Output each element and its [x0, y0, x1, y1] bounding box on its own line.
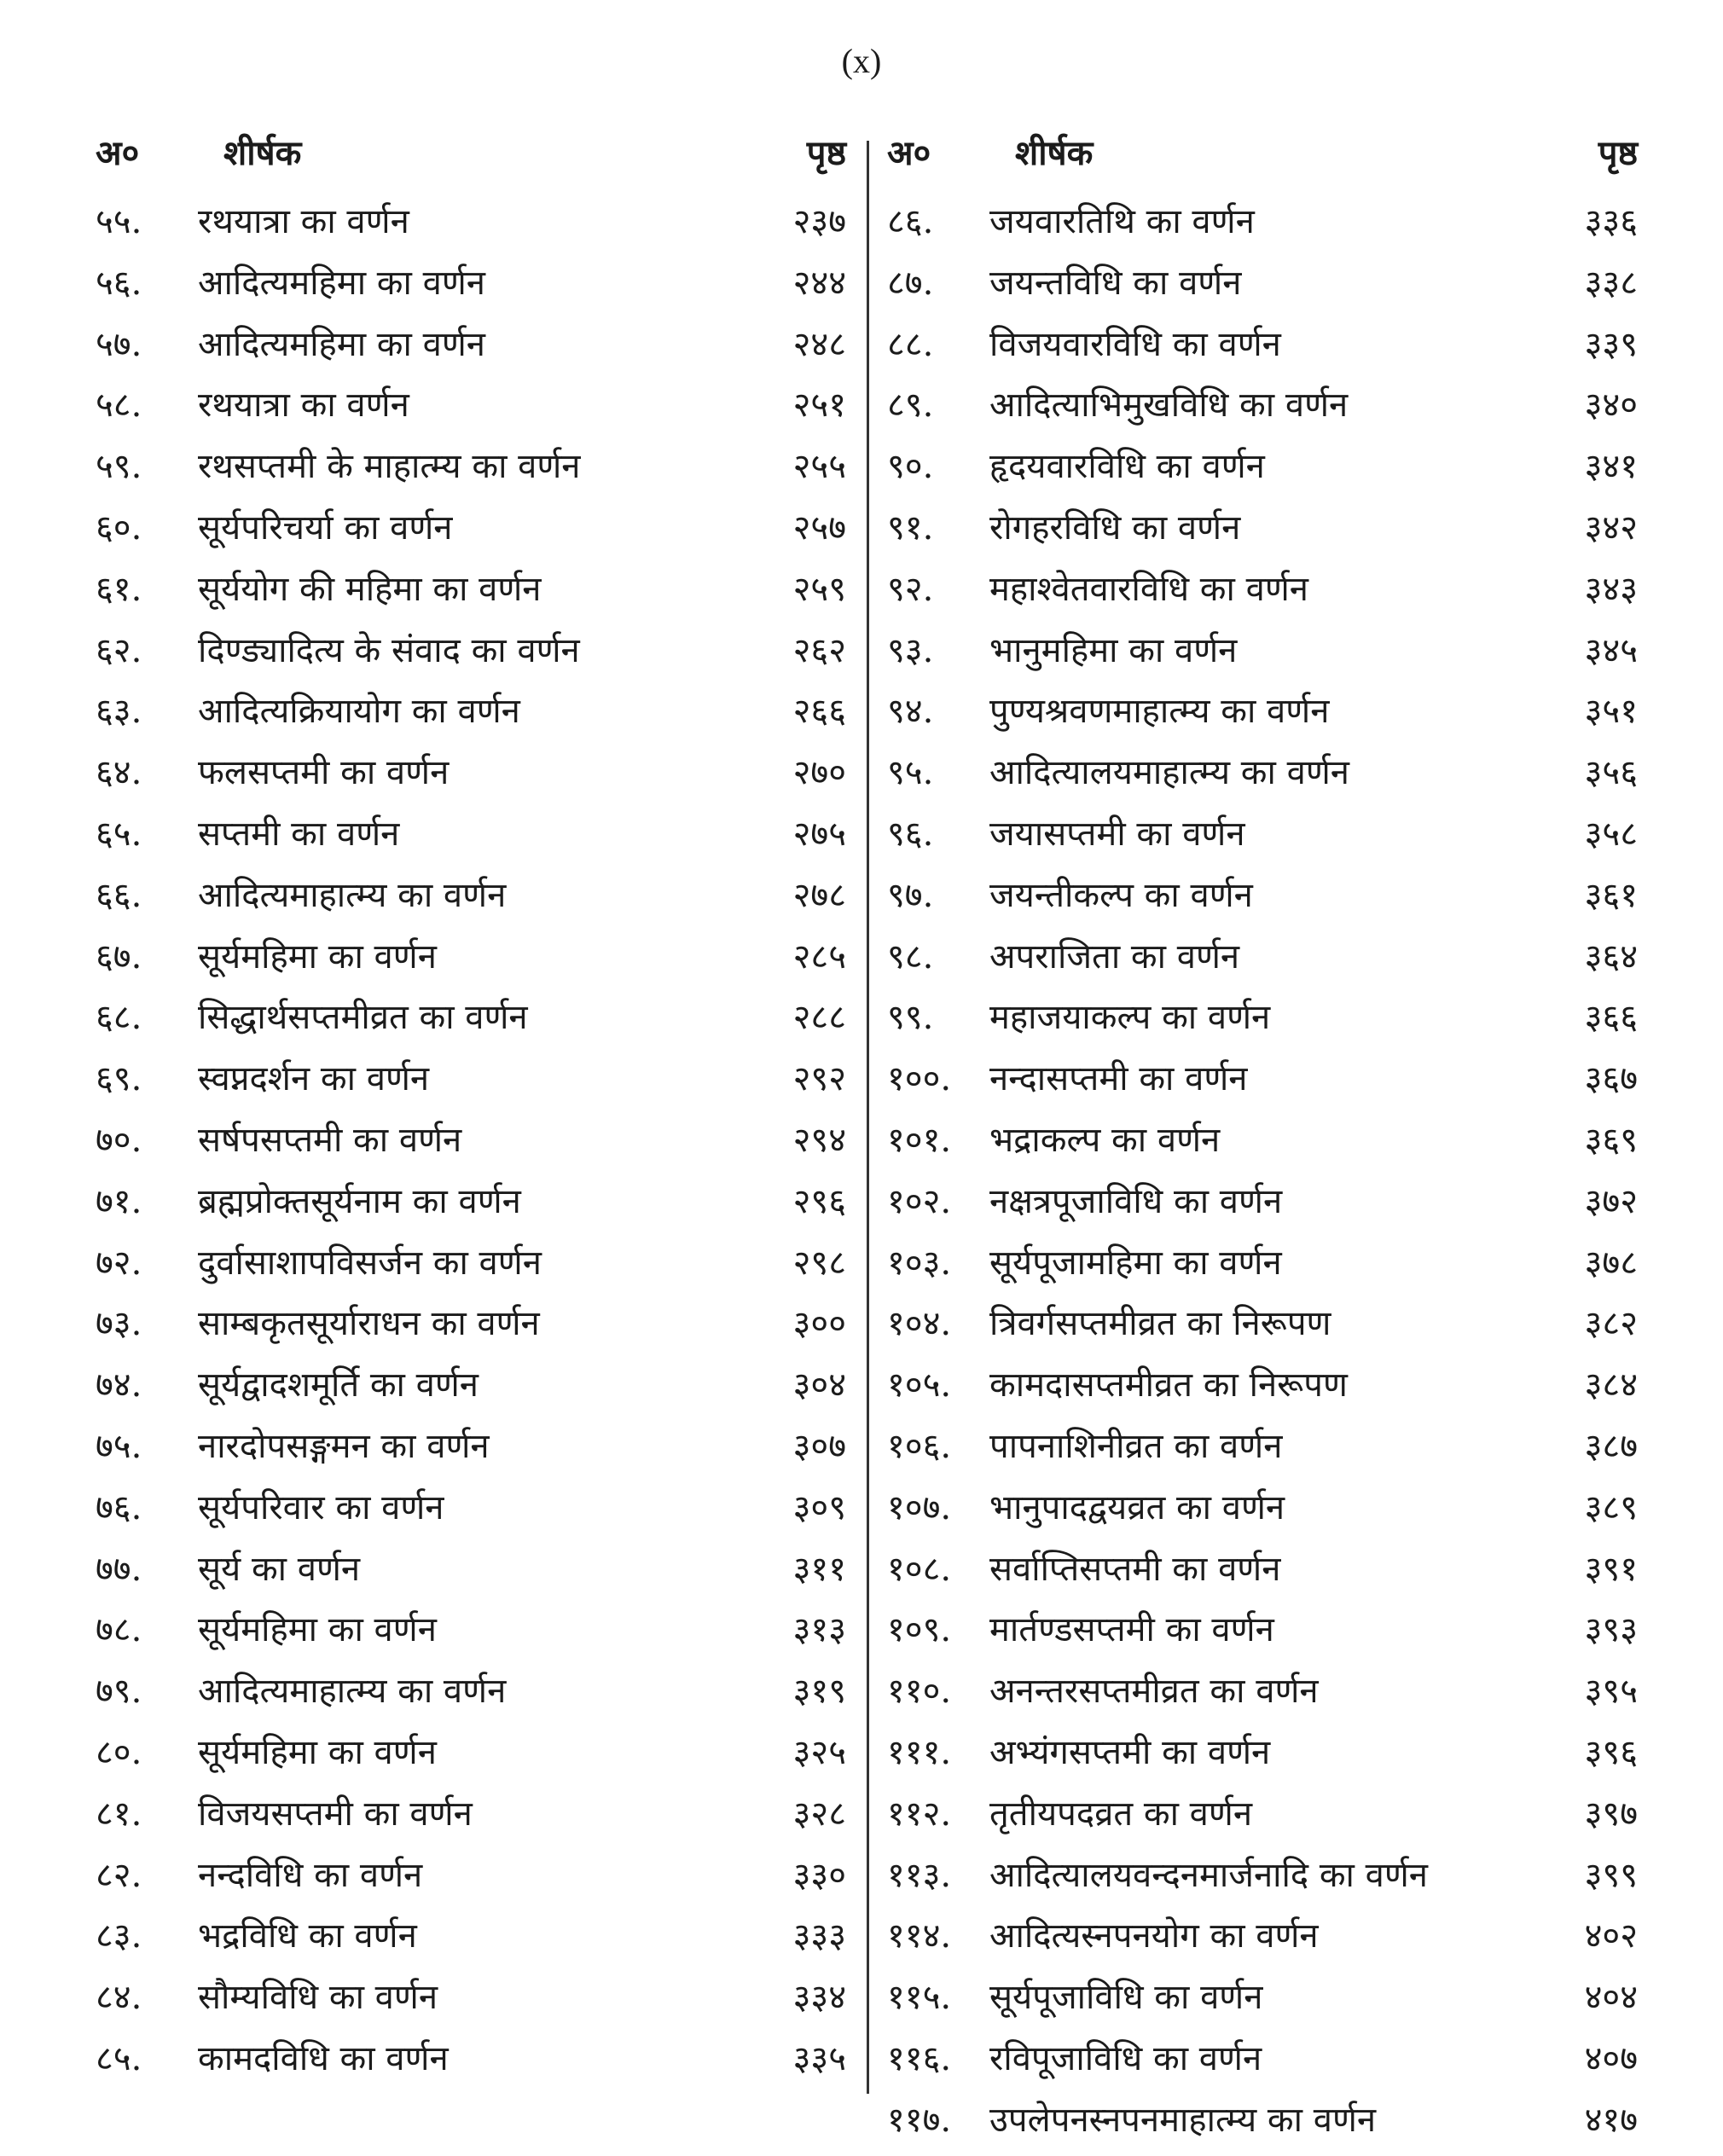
chapter-title: भद्राकल्प का वर्णन: [989, 1120, 1221, 1160]
toc-entry: [887, 686, 1638, 747]
toc-entry: [887, 502, 1638, 564]
header-chapter: अ०: [887, 133, 931, 173]
chapter-number: ९४.: [887, 692, 934, 732]
chapter-title: भानुमहिमा का वर्णन: [989, 630, 1238, 670]
chapter-number: ६३.: [96, 692, 142, 732]
page-number: २९२: [792, 1059, 846, 1099]
chapter-number: ७०.: [96, 1120, 142, 1160]
chapter-number: ७२.: [96, 1243, 142, 1283]
page-number: ३९९: [1584, 1855, 1638, 1895]
chapter-number: ९५.: [887, 753, 934, 793]
page-number: २७०: [792, 753, 846, 793]
chapter-number: ८१.: [96, 1794, 142, 1834]
chapter-number: ११०.: [887, 1672, 952, 1712]
chapter-title: आदित्यमहिमा का वर्णन: [198, 324, 485, 364]
column-header-right: [887, 128, 1638, 196]
chapter-number: ७८.: [96, 1610, 142, 1650]
toc-entry: [96, 808, 846, 870]
chapter-title: जयन्तीकल्प का वर्णन: [989, 875, 1253, 915]
page-number: ३४१: [1584, 447, 1638, 487]
page-number: ३०७: [792, 1426, 846, 1466]
chapter-title: दुर्वासाशापविसर्जन का वर्णन: [198, 1243, 542, 1283]
toc-entry: [96, 1972, 846, 2033]
chapter-number: ८३.: [96, 1916, 142, 1956]
chapter-number: ७७.: [96, 1549, 142, 1589]
page-number: ३३५: [792, 2038, 846, 2078]
page-folio: (x): [841, 42, 882, 80]
chapter-number: ११५.: [887, 1978, 952, 2018]
page-number: ३८४: [1584, 1365, 1638, 1405]
chapter-title: महाश्वेतवारविधि का वर्णन: [989, 569, 1308, 609]
chapter-number: ८४.: [96, 1978, 142, 2018]
chapter-title: रोगहरविधि का वर्णन: [989, 507, 1241, 548]
toc-column-left: [96, 128, 846, 2095]
chapter-title: भद्रविधि का वर्णन: [198, 1916, 417, 1956]
chapter-title: स्वप्नदर्शन का वर्णन: [198, 1059, 430, 1099]
toc-entry: [96, 1850, 846, 1911]
toc-entry: [887, 1359, 1638, 1421]
chapter-number: ६६.: [96, 875, 142, 915]
toc-entry: [887, 808, 1638, 870]
chapter-title: पुण्यश्रवणमाहात्म्य का वर्णन: [989, 692, 1330, 732]
page-number: ३८७: [1584, 1426, 1638, 1466]
chapter-title: रविपूजाविधि का वर्णन: [989, 2038, 1262, 2078]
chapter-title: आदित्याभिमुखविधि का वर्णन: [989, 385, 1349, 426]
page-number: ३९७: [1584, 1794, 1638, 1834]
page-number: ३४२: [1584, 507, 1638, 548]
chapter-title: सूर्यमहिमा का वर्णन: [198, 1610, 437, 1650]
toc-entry: [887, 1972, 1638, 2033]
page-number: ३११: [792, 1549, 846, 1589]
chapter-number: १०२.: [887, 1181, 952, 1221]
page-number: ३५१: [1584, 692, 1638, 732]
chapter-title: महाजयाकल्प का वर्णन: [989, 998, 1271, 1038]
toc-entry: [887, 747, 1638, 808]
toc-entry: [887, 625, 1638, 687]
chapter-title: दिण्ड्यादित्य के संवाद का वर्णन: [198, 630, 580, 670]
toc-entry: [887, 1666, 1638, 1727]
toc-entry: [96, 992, 846, 1053]
page-number: ३९३: [1584, 1610, 1638, 1650]
toc-entry: [887, 1482, 1638, 1544]
toc-entry: [887, 2033, 1638, 2095]
toc-entry: [887, 1604, 1638, 1666]
toc-entry: [887, 1053, 1638, 1115]
page-number: ३४५: [1584, 630, 1638, 670]
chapter-number: ९३.: [887, 630, 934, 670]
page-number: ३९६: [1584, 1732, 1638, 1772]
toc-entry: [96, 1727, 846, 1788]
toc-entry: [887, 319, 1638, 380]
page-number: ४०७: [1584, 2038, 1638, 2078]
chapter-number: ५८.: [96, 385, 142, 426]
chapter-title: जयासप्तमी का वर्णन: [989, 814, 1245, 854]
chapter-title: सर्वाप्तिसप्तमी का वर्णन: [989, 1549, 1281, 1589]
page-number: ३४०: [1584, 385, 1638, 426]
chapter-number: ७५.: [96, 1426, 142, 1466]
chapter-title: विजयवारविधि का वर्णन: [989, 324, 1281, 364]
header-title: शीर्षक: [223, 133, 302, 173]
chapter-number: ११७.: [887, 2100, 952, 2140]
chapter-title: साम्बकृतसूर्याराधन का वर्णन: [198, 1304, 540, 1344]
chapter-number: ८९.: [887, 385, 934, 426]
toc-entry: [887, 380, 1638, 441]
page-number: ३८२: [1584, 1304, 1638, 1344]
page-number: ४०४: [1584, 1978, 1638, 2018]
page-number: ३६४: [1584, 936, 1638, 977]
chapter-number: ८०.: [96, 1732, 142, 1772]
page-number: ३९१: [1584, 1549, 1638, 1589]
chapter-title: आदित्यक्रियायोग का वर्णन: [198, 692, 520, 732]
toc-list-left: [96, 196, 846, 2095]
toc-entry: [887, 931, 1638, 993]
page-number: ३१३: [792, 1610, 846, 1650]
page-number: ३३८: [1584, 263, 1638, 303]
toc-entry: [887, 2095, 1638, 2156]
toc-entry: [887, 1788, 1638, 1850]
page-number: ३३०: [792, 1855, 846, 1895]
page-number: ४१७: [1584, 2100, 1638, 2140]
page-number: ३२८: [792, 1794, 846, 1834]
page-number: २५५: [792, 447, 846, 487]
chapter-number: १०८.: [887, 1549, 952, 1589]
chapter-number: ६२.: [96, 630, 142, 670]
page-number: ३३३: [792, 1916, 846, 1956]
chapter-number: ६१.: [96, 569, 142, 609]
toc-entry: [96, 1298, 846, 1359]
chapter-title: सूर्यपूजाविधि का वर्णन: [989, 1978, 1263, 2018]
toc-entry: [96, 1666, 846, 1727]
page-number: ३२५: [792, 1732, 846, 1772]
chapter-title: सूर्यमहिमा का वर्णन: [198, 1732, 437, 1772]
chapter-number: ६५.: [96, 814, 142, 854]
toc-entry: [887, 1237, 1638, 1299]
toc-list-right: [887, 196, 1638, 2156]
chapter-title: विजयसप्तमी का वर्णन: [198, 1794, 473, 1834]
chapter-number: ६४.: [96, 753, 142, 793]
page-number: ३६७: [1584, 1059, 1638, 1099]
page-number: ४०२: [1584, 1916, 1638, 1956]
page-number: २९८: [792, 1243, 846, 1283]
chapter-number: १०६.: [887, 1426, 952, 1466]
page-number: ३५६: [1584, 753, 1638, 793]
page-number: २५९: [792, 569, 846, 609]
chapter-title: हृदयवारविधि का वर्णन: [989, 447, 1265, 487]
chapter-title: सूर्यपरिचर्या का वर्णन: [198, 507, 453, 548]
chapter-title: नक्षत्रपूजाविधि का वर्णन: [989, 1181, 1283, 1221]
chapter-title: रथयात्रा का वर्णन: [198, 385, 409, 426]
page-number: २७८: [792, 875, 846, 915]
chapter-title: सर्षपसप्तमी का वर्णन: [198, 1120, 462, 1160]
toc-entry: [96, 2033, 846, 2095]
toc-entry: [96, 1176, 846, 1237]
page-number: २९६: [792, 1181, 846, 1221]
chapter-number: १०७.: [887, 1487, 952, 1527]
toc-entry: [96, 747, 846, 808]
chapter-number: ७१.: [96, 1181, 142, 1221]
page-number: २९४: [792, 1120, 846, 1160]
toc-entry: [96, 196, 846, 258]
chapter-number: ११३.: [887, 1855, 952, 1895]
chapter-title: कामदासप्तमीव्रत का निरूपण: [989, 1365, 1348, 1405]
page-number: ३६१: [1584, 875, 1638, 915]
chapter-title: सौम्यविधि का वर्णन: [198, 1978, 438, 2018]
toc-entry: [887, 1544, 1638, 1605]
header-page: पृष्ठ: [806, 133, 846, 173]
toc-entry: [887, 441, 1638, 502]
page-number: ३३४: [792, 1978, 846, 2018]
chapter-title: सूर्य का वर्णन: [198, 1549, 361, 1589]
toc-entry: [96, 1788, 846, 1850]
chapter-number: ११४.: [887, 1916, 952, 1956]
toc-entry: [887, 1298, 1638, 1359]
toc-entry: [96, 258, 846, 319]
chapter-title: आदित्यालयवन्दनमार्जनादि का वर्णन: [989, 1855, 1428, 1895]
toc-entry: [887, 1910, 1638, 1972]
page-number: ३७२: [1584, 1181, 1638, 1221]
toc-entry: [96, 1359, 846, 1421]
toc-entry: [96, 319, 846, 380]
toc-column-right: [887, 128, 1638, 2156]
chapter-title: तृतीयपदव्रत का वर्णन: [989, 1794, 1253, 1834]
page-number: २५७: [792, 507, 846, 548]
chapter-title: जयन्तविधि का वर्णन: [989, 263, 1242, 303]
page-number: ३४३: [1584, 569, 1638, 609]
chapter-number: १०४.: [887, 1304, 952, 1344]
chapter-number: ८५.: [96, 2038, 142, 2078]
chapter-number: ५९.: [96, 447, 142, 487]
chapter-number: ५५.: [96, 202, 142, 241]
toc-entry: [887, 564, 1638, 625]
chapter-number: ५७.: [96, 324, 142, 364]
chapter-number: ६९.: [96, 1059, 142, 1099]
toc-entry: [96, 1237, 846, 1299]
toc-entry: [887, 870, 1638, 931]
chapter-title: रथसप्तमी के माहात्म्य का वर्णन: [198, 447, 581, 487]
chapter-title: ब्रह्मप्रोक्तसूर्यनाम का वर्णन: [198, 1181, 521, 1221]
chapter-title: सप्तमी का वर्णन: [198, 814, 400, 854]
chapter-number: ७४.: [96, 1365, 142, 1405]
toc-entry: [96, 380, 846, 441]
page-number: ३५८: [1584, 814, 1638, 854]
chapter-number: ९८.: [887, 936, 934, 977]
page-number: ३६६: [1584, 998, 1638, 1038]
chapter-title: फलसप्तमी का वर्णन: [198, 753, 450, 793]
chapter-number: ९७.: [887, 875, 934, 915]
chapter-number: ११२.: [887, 1794, 952, 1834]
toc-entry: [96, 1482, 846, 1544]
page-number: ३८९: [1584, 1487, 1638, 1527]
chapter-title: नन्दविधि का वर्णन: [198, 1855, 423, 1895]
chapter-title: आदित्यस्नपनयोग का वर्णन: [989, 1916, 1319, 1956]
toc-entry: [96, 441, 846, 502]
chapter-title: भानुपादद्वयव्रत का वर्णन: [989, 1487, 1285, 1527]
chapter-number: ६७.: [96, 936, 142, 977]
chapter-number: ७६.: [96, 1487, 142, 1527]
page-number: ३०४: [792, 1365, 846, 1405]
chapter-title: कामदविधि का वर्णन: [198, 2038, 449, 2078]
page-number: ३९५: [1584, 1672, 1638, 1712]
chapter-number: ९१.: [887, 507, 934, 548]
toc-entry: [887, 992, 1638, 1053]
chapter-number: ९६.: [887, 814, 934, 854]
header-chapter: अ०: [96, 133, 140, 173]
header-page: पृष्ठ: [1598, 133, 1638, 173]
toc-entry: [96, 1910, 846, 1972]
chapter-title: सूर्यपरिवार का वर्णन: [198, 1487, 444, 1527]
chapter-number: ८६.: [887, 202, 934, 241]
chapter-number: १०९.: [887, 1610, 952, 1650]
toc-entry: [887, 1115, 1638, 1176]
chapter-title: सूर्यमहिमा का वर्णन: [198, 936, 437, 977]
chapter-title: आदित्यमाहात्म्य का वर्णन: [198, 1672, 507, 1712]
chapter-title: अभ्यंगसप्तमी का वर्णन: [989, 1732, 1271, 1772]
toc-entry: [96, 564, 846, 625]
page-number: २४८: [792, 324, 846, 364]
toc-entry: [887, 1850, 1638, 1911]
chapter-title: आदित्यालयमाहात्म्य का वर्णन: [989, 753, 1349, 793]
chapter-title: नन्दासप्तमी का वर्णन: [989, 1059, 1248, 1099]
chapter-title: रथयात्रा का वर्णन: [198, 202, 409, 241]
toc-entry: [96, 1115, 846, 1176]
page-number: ३३९: [1584, 324, 1638, 364]
chapter-number: ६८.: [96, 998, 142, 1038]
page-number: २८५: [792, 936, 846, 977]
page-number: ३००: [792, 1304, 846, 1344]
page-number: २४४: [792, 263, 846, 303]
chapter-number: ९९.: [887, 998, 934, 1038]
toc-entry: [887, 1421, 1638, 1482]
page-number: २८८: [792, 998, 846, 1038]
page-number: २६२: [792, 630, 846, 670]
chapter-title: पापनाशिनीव्रत का वर्णन: [989, 1426, 1283, 1466]
page-number: २३७: [792, 202, 846, 241]
chapter-number: १११.: [887, 1732, 952, 1772]
page-number: ३३६: [1584, 202, 1638, 241]
chapter-title: नारदोपसङ्गमन का वर्णन: [198, 1426, 490, 1466]
chapter-number: १०१.: [887, 1120, 952, 1160]
toc-entry: [96, 931, 846, 993]
chapter-title: सूर्यपूजामहिमा का वर्णन: [989, 1243, 1282, 1283]
column-divider: [867, 141, 869, 2094]
toc-entry: [96, 870, 846, 931]
chapter-title: त्रिवर्गसप्तमीव्रत का निरूपण: [989, 1304, 1331, 1344]
chapter-title: उपलेपनस्नपनमाहात्म्य का वर्णन: [989, 2100, 1377, 2140]
chapter-number: १००.: [887, 1059, 952, 1099]
chapter-title: सिद्धार्थसप्तमीव्रत का वर्णन: [198, 998, 528, 1038]
page-number: ३६९: [1584, 1120, 1638, 1160]
toc-entry: [96, 1053, 846, 1115]
toc-entry: [96, 1604, 846, 1666]
header-title: शीर्षक: [1015, 133, 1094, 173]
page-number: ३७८: [1584, 1243, 1638, 1283]
toc-entry: [887, 1727, 1638, 1788]
chapter-title: अनन्तरसप्तमीव्रत का वर्णन: [989, 1672, 1319, 1712]
chapter-number: ९०.: [887, 447, 934, 487]
toc-entry: [96, 686, 846, 747]
chapter-title: सूर्ययोग की महिमा का वर्णन: [198, 569, 542, 609]
toc-entry: [96, 1544, 846, 1605]
toc-entry: [887, 258, 1638, 319]
toc-entry: [887, 196, 1638, 258]
chapter-number: ७३.: [96, 1304, 142, 1344]
chapter-title: मार्तण्डसप्तमी का वर्णन: [989, 1610, 1274, 1650]
page-number: २७५: [792, 814, 846, 854]
chapter-number: १०५.: [887, 1365, 952, 1405]
chapter-number: ९२.: [887, 569, 934, 609]
page-number: ३१९: [792, 1672, 846, 1712]
chapter-number: ८८.: [887, 324, 934, 364]
chapter-number: ८७.: [887, 263, 934, 303]
column-header-left: [96, 128, 846, 196]
chapter-title: आदित्यमहिमा का वर्णन: [198, 263, 485, 303]
toc-entry: [887, 1176, 1638, 1237]
chapter-number: ५६.: [96, 263, 142, 303]
page-number: २५१: [792, 385, 846, 426]
toc-entry: [96, 1421, 846, 1482]
chapter-number: १०३.: [887, 1243, 952, 1283]
toc-entry: [96, 502, 846, 564]
page-number: ३०९: [792, 1487, 846, 1527]
chapter-title: आदित्यमाहात्म्य का वर्णन: [198, 875, 507, 915]
chapter-title: अपराजिता का वर्णन: [989, 936, 1240, 977]
toc-entry: [96, 625, 846, 687]
chapter-number: ६०.: [96, 507, 142, 548]
chapter-title: सूर्यद्वादशमूर्ति का वर्णन: [198, 1365, 479, 1405]
chapter-number: ८२.: [96, 1855, 142, 1895]
chapter-title: जयवारतिथि का वर्णन: [989, 202, 1255, 241]
page-number: २६६: [792, 692, 846, 732]
chapter-number: ७९.: [96, 1672, 142, 1712]
chapter-number: ११६.: [887, 2038, 952, 2078]
